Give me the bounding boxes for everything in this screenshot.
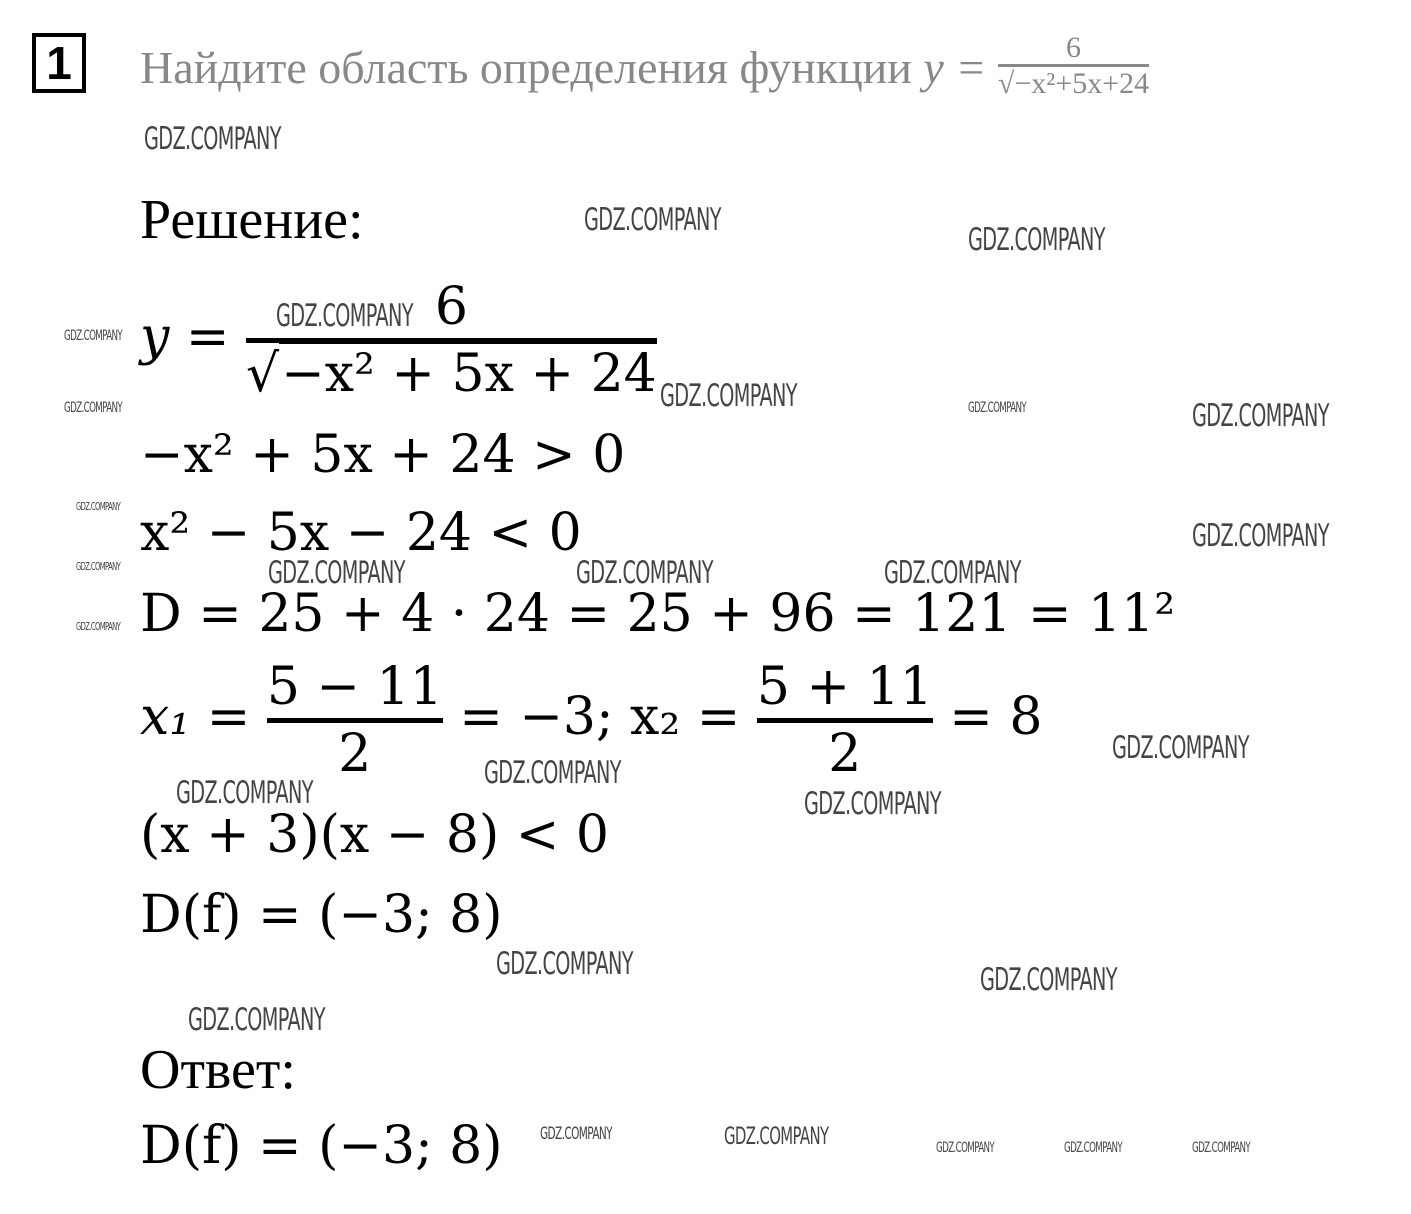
root1-denominator: 2 xyxy=(267,718,443,785)
line1-fraction xyxy=(246,276,657,405)
watermark: GDZ.COMPANY xyxy=(1192,1140,1251,1156)
watermark: GDZ.COMPANY xyxy=(176,775,313,811)
root-separator: = −3; x₂ = xyxy=(459,687,741,747)
watermark: GDZ.COMPANY xyxy=(484,755,621,791)
watermark: GDZ.COMPANY xyxy=(540,1124,613,1144)
watermark: GDZ.COMPANY xyxy=(936,1140,995,1156)
watermark: GDZ.COMPANY xyxy=(64,400,123,416)
task-fraction xyxy=(998,32,1149,101)
watermark: GDZ.COMPANY xyxy=(724,1122,829,1150)
root1-label: x₁ = xyxy=(140,687,251,747)
equation-line-2: −x² + 5x + 24 > 0 xyxy=(140,425,626,485)
watermark: GDZ.COMPANY xyxy=(76,560,121,573)
watermark: GDZ.COMPANY xyxy=(1064,1140,1123,1156)
root2-value: = 8 xyxy=(949,687,1043,747)
watermark: GDZ.COMPANY xyxy=(76,620,121,633)
line1-numerator: 6 xyxy=(434,277,468,337)
watermark: GDZ.COMPANY xyxy=(1192,518,1329,554)
task-number-box: 1 xyxy=(32,33,86,93)
root2-denominator: 2 xyxy=(757,718,933,785)
root1-numerator: 5 − 11 xyxy=(266,657,443,717)
watermark: GDZ.COMPANY xyxy=(76,500,121,513)
line1-lhs: y = xyxy=(140,307,230,367)
watermark: GDZ.COMPANY xyxy=(64,328,123,344)
watermark: GDZ.COMPANY xyxy=(884,555,1021,591)
watermark: GDZ.COMPANY xyxy=(1112,730,1249,766)
watermark: GDZ.COMPANY xyxy=(144,121,281,157)
watermark: GDZ.COMPANY xyxy=(660,378,797,414)
answer-line: D(f) = (−3; 8) xyxy=(140,1116,503,1176)
root1-fraction xyxy=(267,656,443,785)
watermark: GDZ.COMPANY xyxy=(576,555,713,591)
task-text: Найдите область определения функции xyxy=(140,42,912,94)
watermark: GDZ.COMPANY xyxy=(584,202,721,238)
answer-heading: Ответ: xyxy=(140,1039,296,1101)
watermark: GDZ.COMPANY xyxy=(968,400,1027,416)
watermark: GDZ.COMPANY xyxy=(496,946,633,982)
radicand: −x² + 5x + 24 xyxy=(279,340,657,404)
root2-fraction xyxy=(757,656,933,785)
line1-denominator xyxy=(246,338,657,405)
watermark: GDZ.COMPANY xyxy=(1192,398,1329,434)
equation-line-3: x² − 5x − 24 < 0 xyxy=(140,503,582,563)
equation-line-6: (x + 3)(x − 8) < 0 xyxy=(140,805,609,865)
equation-line-1 xyxy=(140,276,657,405)
solution-heading: Решение: xyxy=(140,189,364,251)
watermark: GDZ.COMPANY xyxy=(188,1002,325,1038)
task-statement xyxy=(140,31,1150,107)
watermark: GDZ.COMPANY xyxy=(804,786,941,822)
sqrt-radical: √−x² + 5x + 24 xyxy=(246,343,657,405)
watermark: GDZ.COMPANY xyxy=(268,555,405,591)
task-lhs: y = xyxy=(923,42,987,94)
watermark: GDZ.COMPANY xyxy=(276,298,413,334)
root2-numerator: 5 + 11 xyxy=(756,657,933,717)
task-frac-denominator: √−x²+5x+24 xyxy=(998,64,1149,101)
equation-line-4-discriminant: D = 25 + 4 · 24 = 25 + 96 = 121 = 11² xyxy=(140,584,1176,644)
task-frac-numerator: 6 xyxy=(1066,31,1081,64)
equation-line-7-domain: D(f) = (−3; 8) xyxy=(140,885,503,945)
watermark: GDZ.COMPANY xyxy=(968,222,1105,258)
watermark: GDZ.COMPANY xyxy=(980,962,1117,998)
